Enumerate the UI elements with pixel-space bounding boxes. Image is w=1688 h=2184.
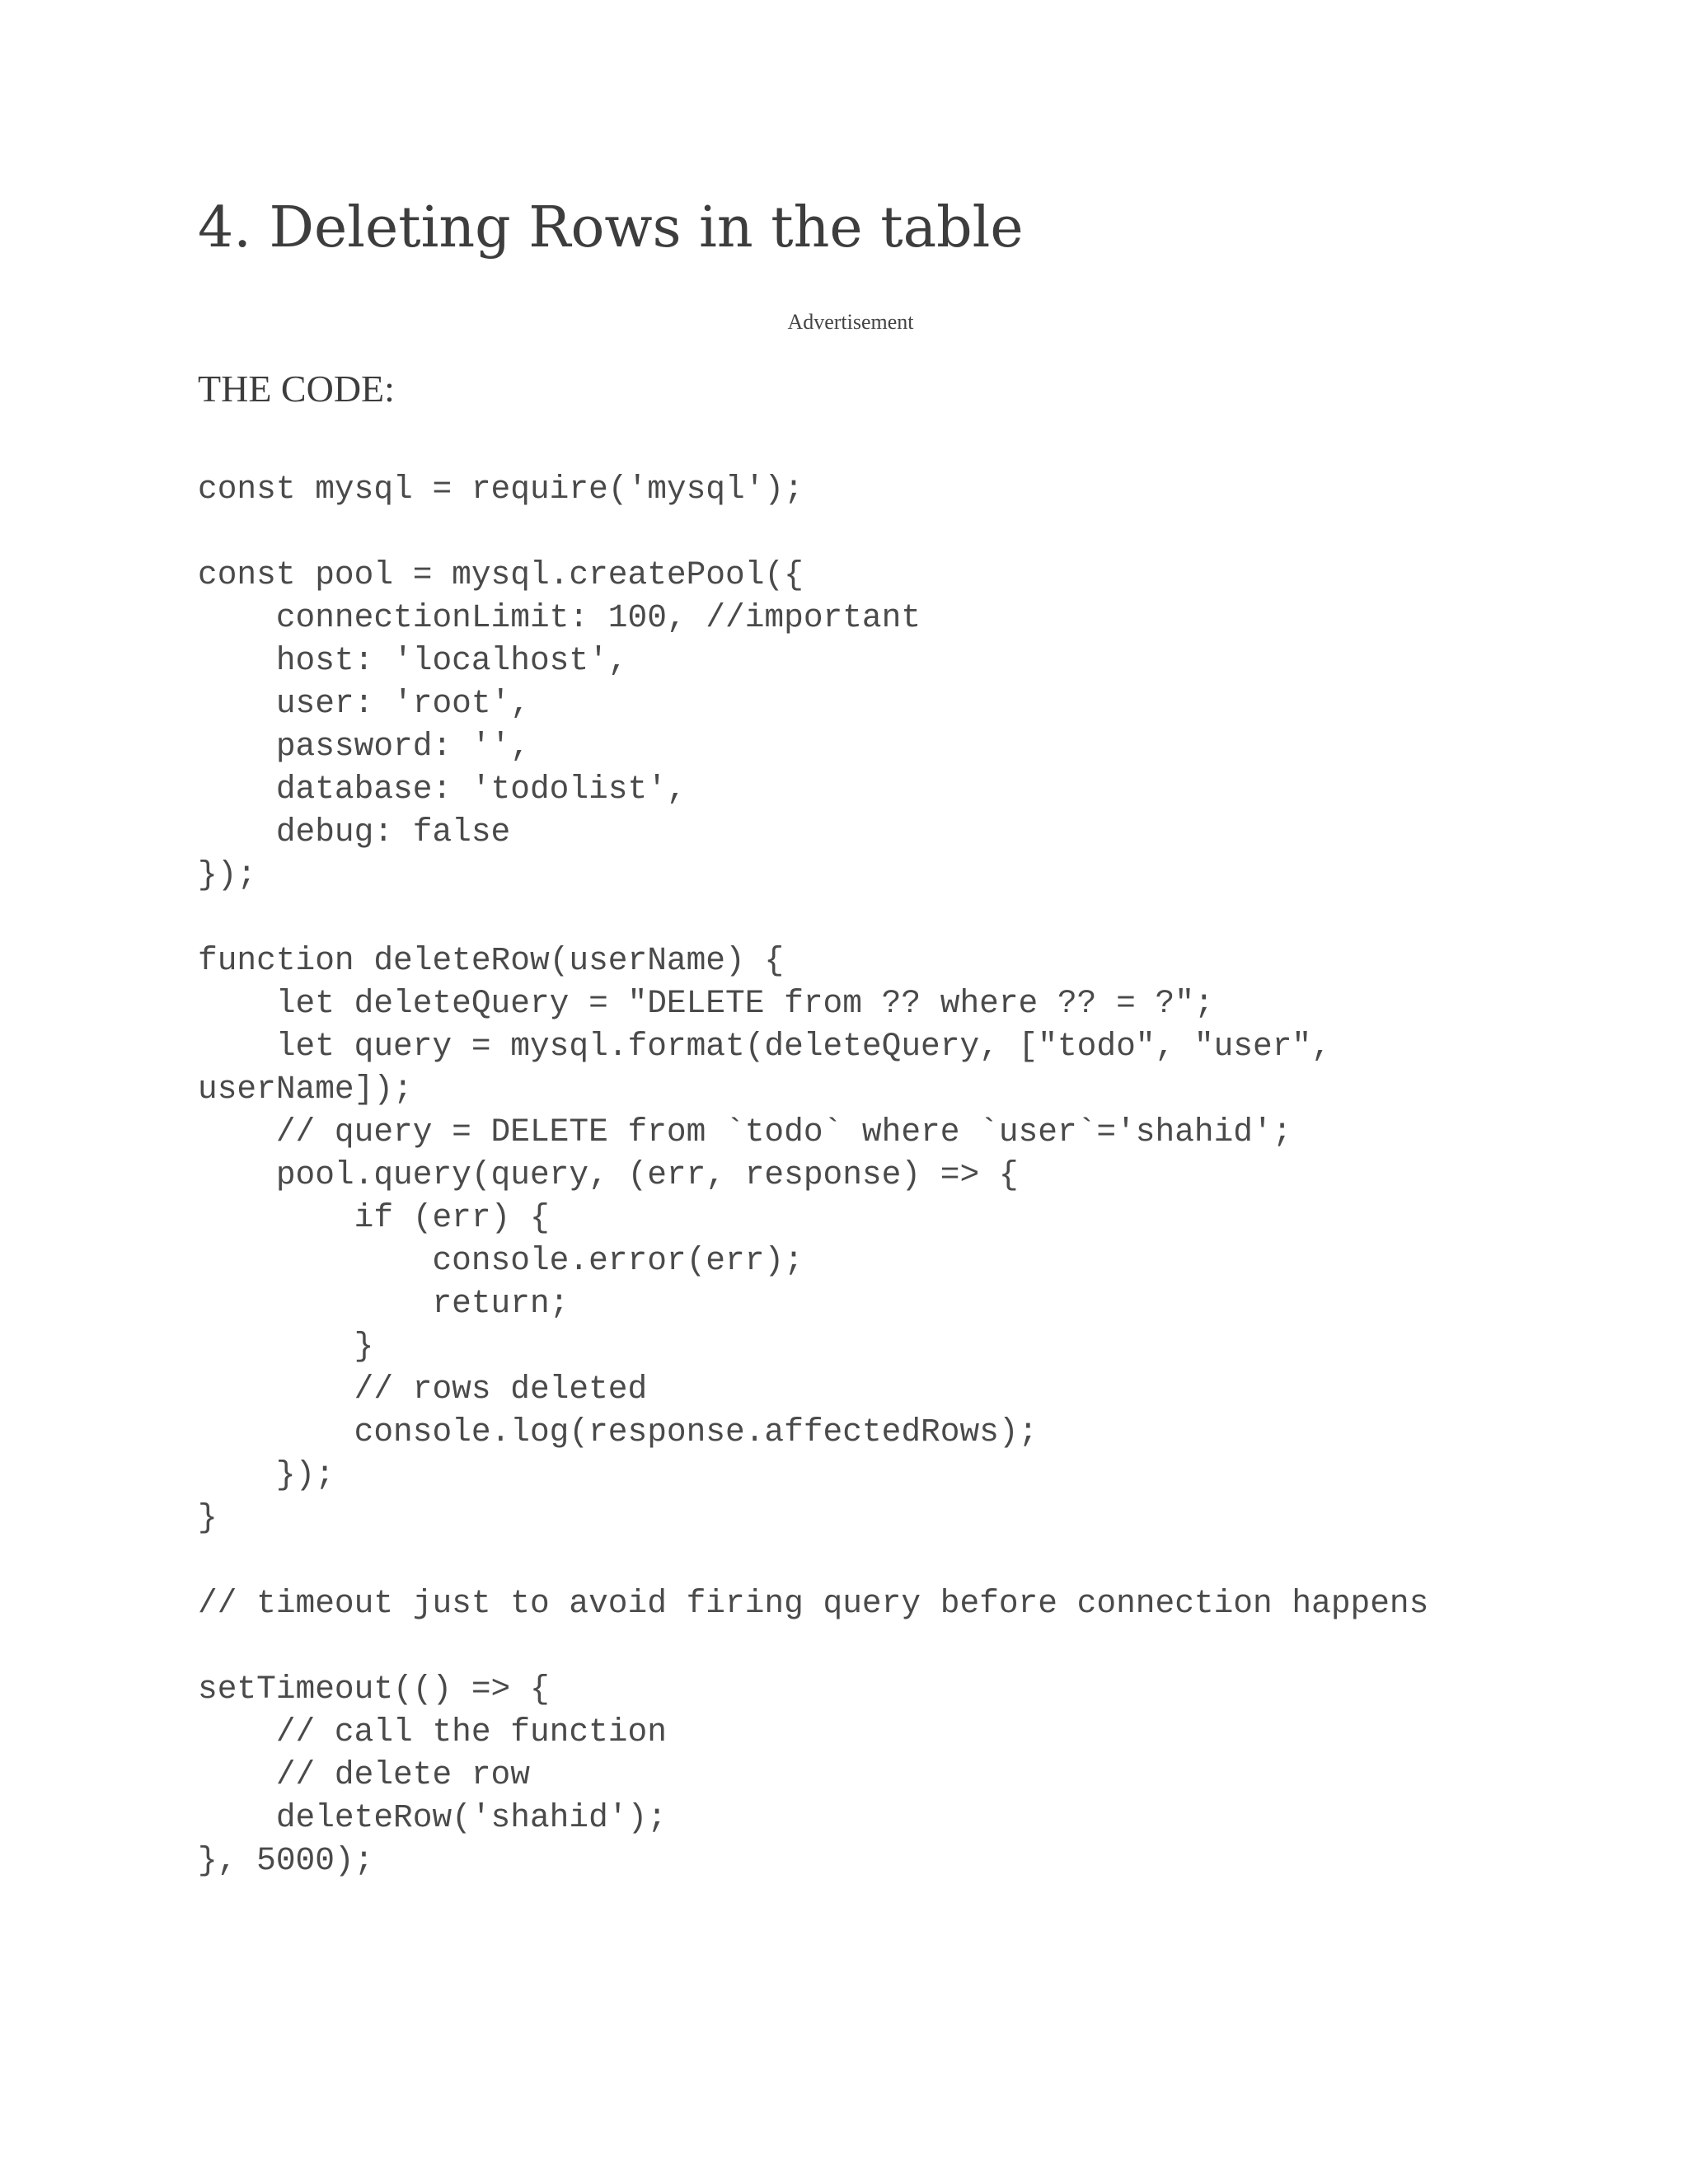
code-line: let deleteQuery = "DELETE from ?? where ?? = ?"; [198,985,1214,1022]
code-line: const pool = mysql.createPool({ [198,556,804,593]
code-line: function deleteRow(userName) { [198,942,785,979]
code-line: let query = mysql.format(deleteQuery, ["todo", "user", [198,1028,1331,1065]
code-line [198,1540,1428,1582]
code-line: }, 5000); [198,1842,374,1879]
code-line: if (err) { [198,1199,550,1236]
code-line: const mysql = require('mysql'); [198,471,804,508]
code-line: }); [198,1456,335,1493]
code-line: // timeout just to avoid firing query before connection happens [198,1585,1429,1622]
advertisement-label-container [0,308,1688,336]
code-line: database: 'todolist', [198,771,687,808]
code-line: deleteRow('shahid'); [198,1799,667,1836]
code-line: user: 'root', [198,685,530,722]
advertisement-label: Advertisement [787,310,914,334]
code-line: password: '', [198,728,530,765]
code-line: pool.query(query, (err, response) => { [198,1156,1019,1193]
code-line: console.error(err); [198,1242,804,1279]
section-heading: 4. Deleting Rows in the table [198,195,1024,260]
code-line: connectionLimit: 100, //important [198,599,921,636]
code-line: userName]); [198,1071,413,1108]
code-line: console.log(response.affectedRows); [198,1413,1039,1451]
code-line: setTimeout(() => { [198,1671,550,1708]
code-line: return; [198,1285,570,1322]
code-line [198,1625,1428,1668]
code-line: } [198,1499,218,1536]
code-line: // query = DELETE from `todo` where `user`='shahid'; [198,1113,1292,1151]
code-line [198,511,1428,554]
code-line: // rows deleted [198,1371,648,1408]
code-line: // delete row [198,1756,530,1793]
code-line: // call the function [198,1713,667,1750]
code-subheading: THE CODE: [198,368,395,410]
code-line [198,897,1428,940]
code-line: } [198,1328,374,1365]
code-block [198,468,1428,1882]
code-line: host: 'localhost', [198,642,628,679]
code-line: }); [198,856,257,893]
code-line: debug: false [198,813,511,851]
